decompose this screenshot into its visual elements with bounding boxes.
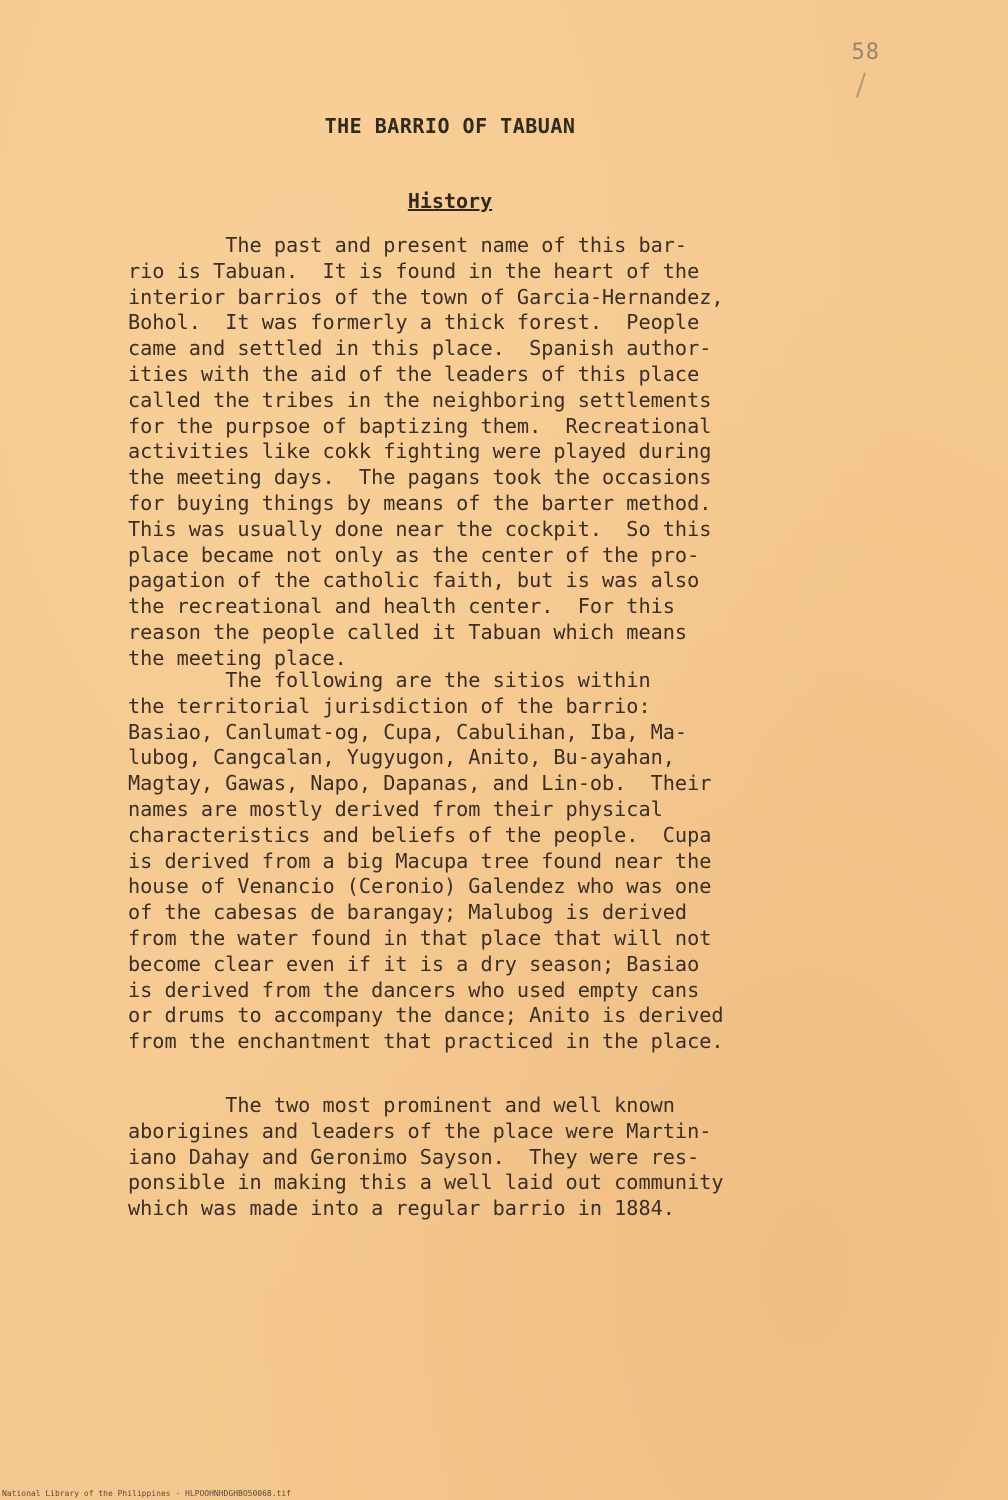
paragraph-line: or drums to accompany the dance; Anito is derived [128, 1003, 724, 1028]
pencil-tick-mark [856, 72, 866, 97]
paragraph-line: from the enchantment that practiced in the place. [128, 1029, 724, 1054]
paragraph-line: rio is Tabuan. It is found in the heart of the [128, 258, 700, 283]
paragraph-line: for the purpsoe of baptizing them. Recreational [128, 413, 712, 438]
paragraph-line: Bohol. It was formerly a thick forest. People [128, 310, 700, 335]
paragraph-line: the recreational and health center. For this [128, 594, 675, 619]
paragraph-line: The following are the sitios within [128, 668, 651, 692]
paragraph-line: characteristics and beliefs of the people. Cupa [128, 822, 712, 847]
page-number: 58 [851, 40, 880, 65]
paragraph-line: activities like cokk fighting were played during [128, 439, 712, 464]
paragraph-line: for buying things by means of the barter method. [128, 490, 712, 515]
paragraph-line: iano Dahay and Geronimo Sayson. They were res- [128, 1144, 700, 1169]
paragraph-line: The two most prominent and well known [128, 1093, 675, 1117]
paragraph-line: names are mostly derived from their physical [128, 796, 663, 821]
paragraph-1 [128, 233, 848, 672]
paragraph-line: This was usually done near the cockpit. So this [128, 516, 712, 541]
paragraph-line: aborigines and leaders of the place were Martin- [128, 1118, 712, 1143]
paragraph-line: house of Venancio (Ceronio) Galendez who was one [128, 874, 712, 899]
paragraph-line: place became not only as the center of the pro- [128, 542, 700, 567]
paragraph-2 [128, 668, 848, 1055]
paragraph-line: called the tribes in the neighboring settlements [128, 387, 712, 412]
page-title: THE BARRIO OF TABUAN [324, 114, 576, 138]
paragraph-line: the meeting place. [128, 645, 347, 670]
paragraph-line: Basiao, Canlumat-og, Cupa, Cabulihan, Iba, Ma- [128, 719, 688, 744]
paragraph-line: is derived from the dancers who used empty cans [128, 977, 700, 1002]
paragraph-line: the meeting days. The pagans took the occasions [128, 465, 712, 490]
scan-footer: National Library of the Philippines · HLPOOHNHDGHBO50068.tif [2, 1489, 291, 1498]
section-heading: History [407, 189, 493, 213]
paragraph-line: the territorial jurisdiction of the barrio: [128, 693, 651, 718]
paragraph-line: from the water found in that place that will not [128, 925, 712, 950]
paragraph-line: become clear even if it is a dry season; Basiao [128, 951, 700, 976]
paragraph-line: The past and present name of this bar- [128, 233, 688, 257]
paragraph-line: ponsible in making this a well laid out community [128, 1170, 724, 1195]
paragraph-line: lubog, Cangcalan, Yugyugon, Anito, Bu-ayahan, [128, 745, 675, 770]
paragraph-line: Magtay, Gawas, Napo, Dapanas, and Lin-ob. Their [128, 771, 712, 796]
paragraph-line: ities with the aid of the leaders of this place [128, 361, 700, 386]
paragraph-3 [128, 1093, 848, 1222]
paragraph-line: is derived from a big Macupa tree found near the [128, 848, 712, 873]
paragraph-line: reason the people called it Tabuan which means [128, 619, 688, 644]
paragraph-line: pagation of the catholic faith, but is was also [128, 568, 700, 593]
paragraph-line: came and settled in this place. Spanish author- [128, 336, 712, 361]
paragraph-line: which was made into a regular barrio in 1884. [128, 1196, 675, 1221]
paragraph-line: of the cabesas de barangay; Malubog is derived [128, 900, 688, 925]
paragraph-line: interior barrios of the town of Garcia-Hernandez, [128, 284, 724, 309]
